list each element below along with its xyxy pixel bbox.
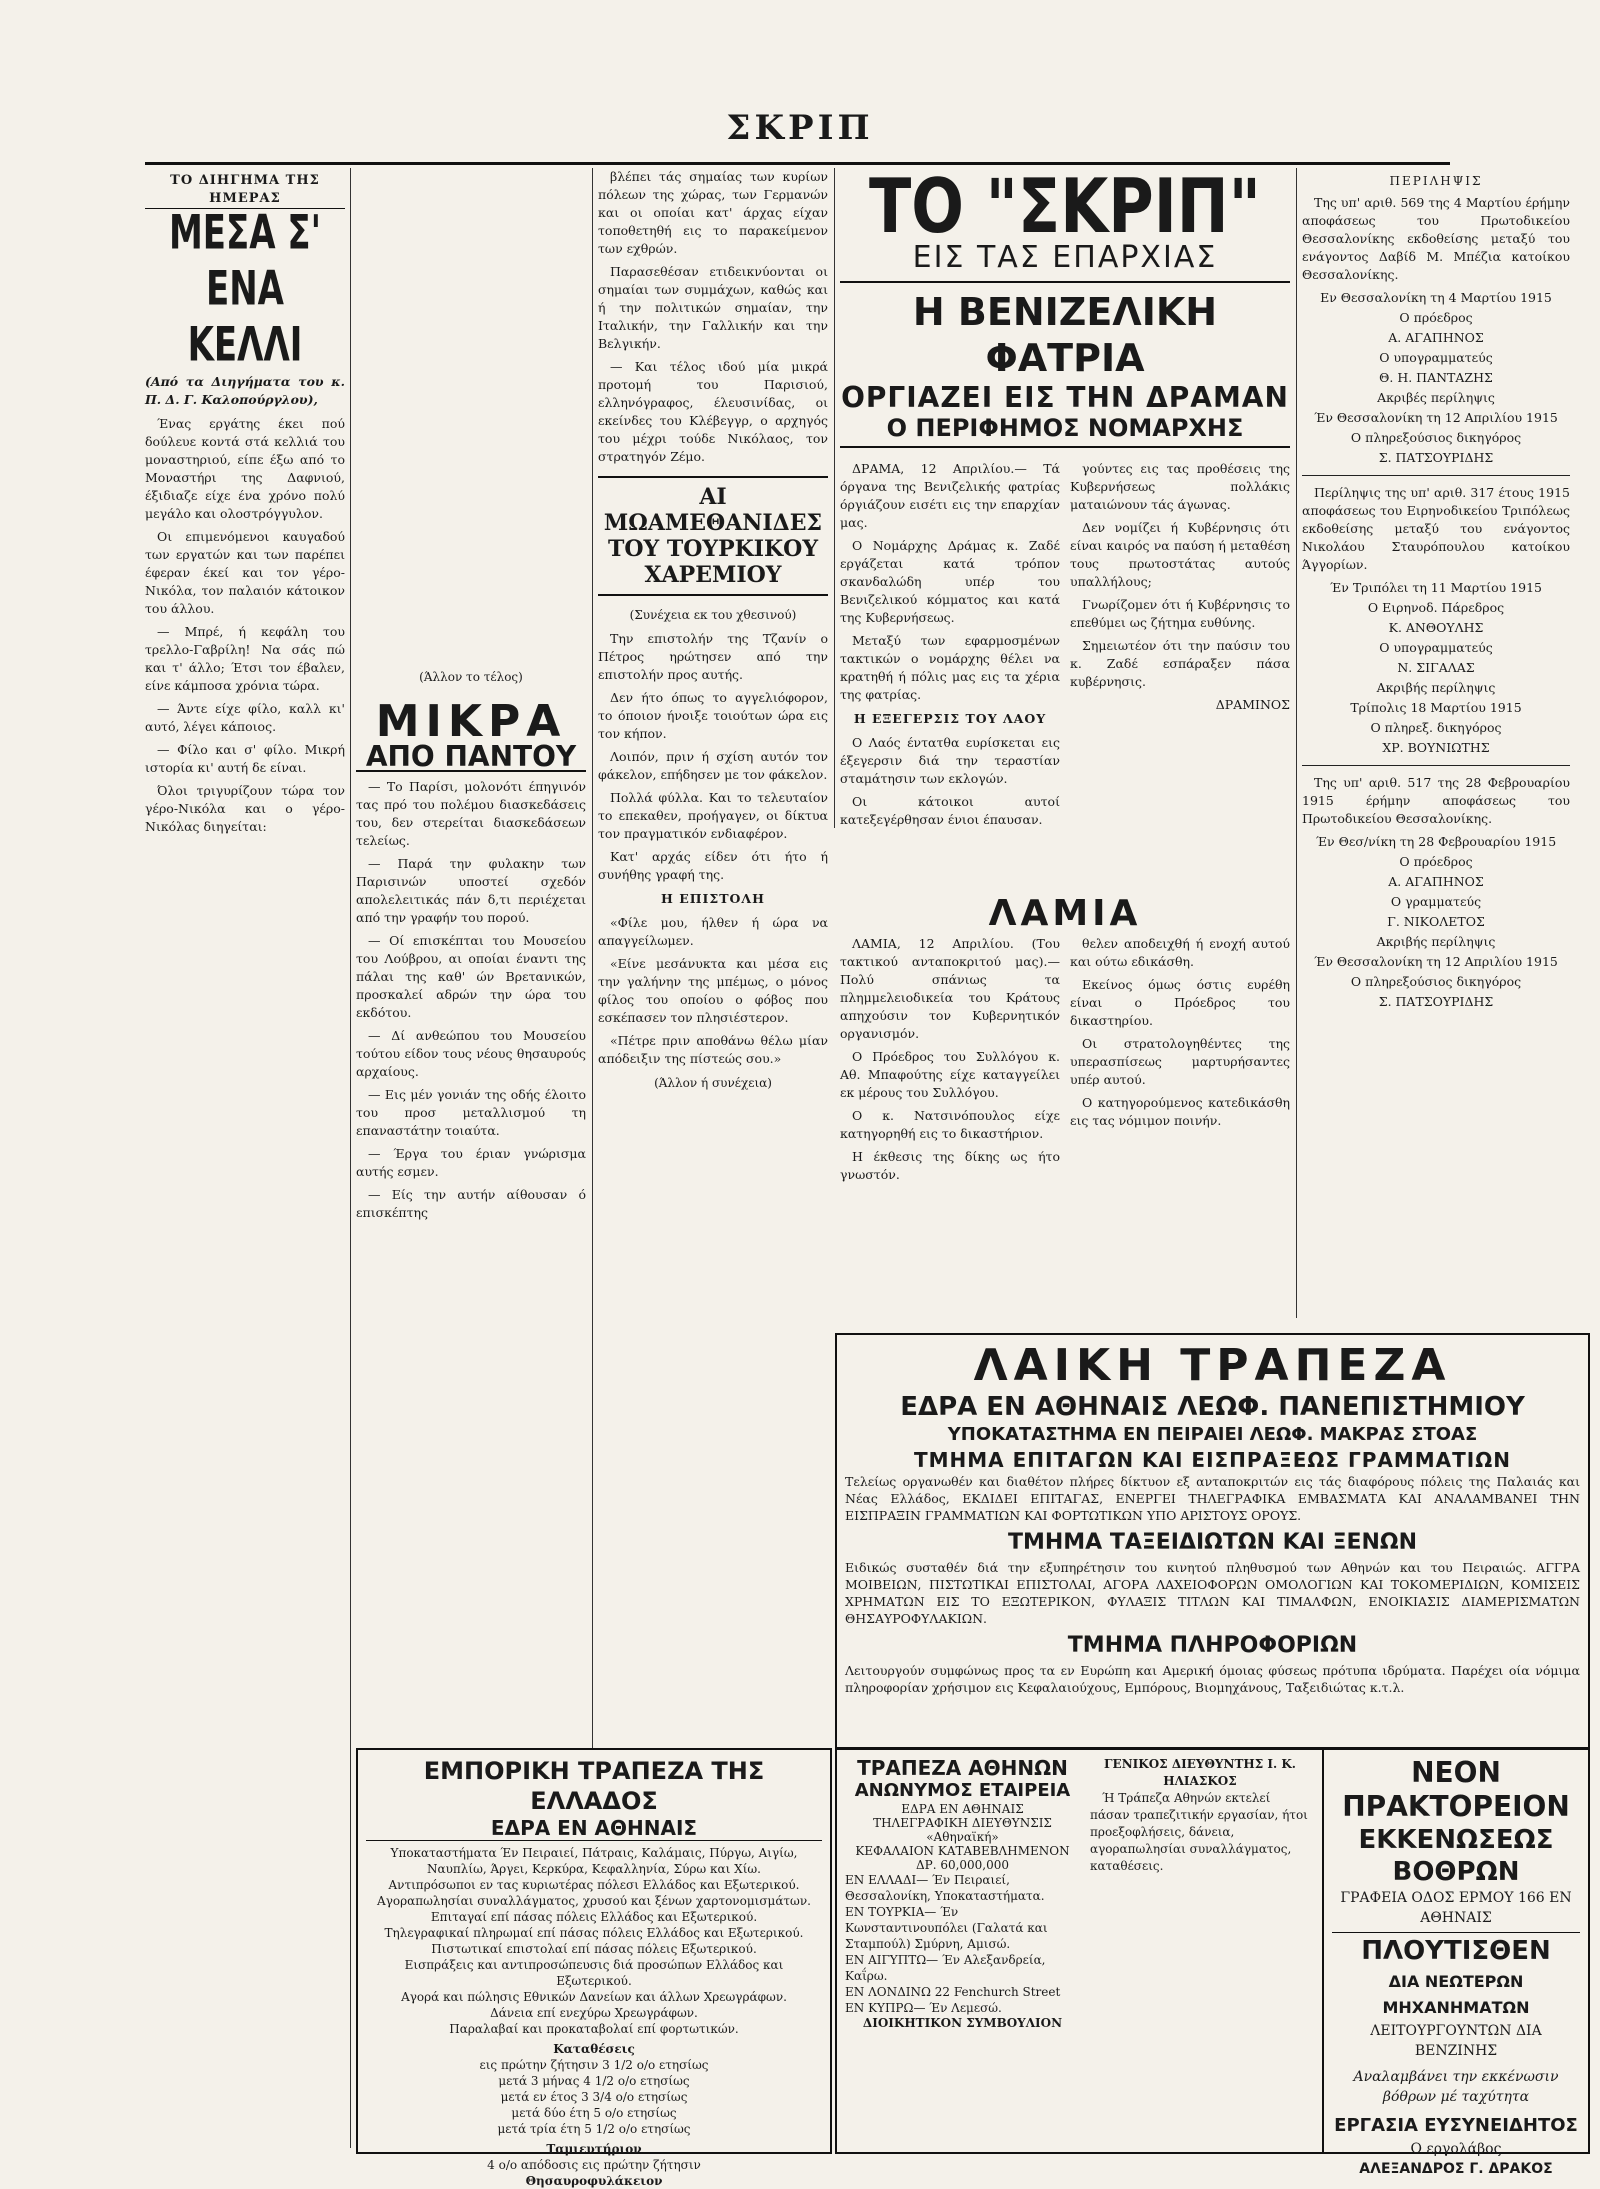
story-paragraph: — Μπρέ, ή κεφάλη του τρελλο-Γαβρίλη! Να σάς πώ και τ' άλλο; Έτσι τον έβαλεν, είνε κάμποσα χρόνια τώρα. xyxy=(145,624,345,693)
ad-laiki-dept-pliroforion: ΤΜΗΜΑ ΠΛΗΡΟΦΟΡΙΩΝ xyxy=(1067,1633,1358,1658)
lamia-paragraph: Ο κ. Νατσινόπουλος είχε κατηγορηθή εις το δικαστήριον. xyxy=(840,1108,1060,1141)
ad-laiki-text-taxeidioton: Ειδικώς συσταθέν διά την εξυπηρέτησιν του κινητού πληθυσμού των Αθηνών και του Πειραιώς. ΑΓΓΡΑ ΜΟΙΒΕΙΩΝ, ΠΙΣΤΩΤΙΚΑΙ ΕΠΙΣΤΟΛΑΙ, ΑΓΟΡΑ ΛΑΧΕΙΟΦΟΡΩΝ ΟΜΟΛΟΓΙΩΝ ΚΑΙ ΤΟΚΟΜΕΡΙΔΙΩΝ, ΚΟΜΙΣΕΙΣ ΧΡΗΜΑΤΩΝ ΕΙΣ ΤΟ ΕΞΩΤΕΡΙΚΟΝ, ΦΥΛΑΞΙΣ ΤΙΤΛΩΝ ΚΑΙ ΤΙΜΑΛΦΩΝ, ΕΝΟΙΚΙΑΣΙΣ ΔΙΑΜΕΡΙΣΜΑΤΩΝ ΘΗΣΑΥΡΟΦΥΛΑΚΙΩΝ. xyxy=(845,1560,1580,1626)
front-paragraph: Μεταξύ των εφαρμοσμένων τακτικών ο νομάρχης θέλει να κρατηθή ή πόλις μας εις τα χέρια της φατρίας. xyxy=(840,633,1060,702)
notice-text: Περίληψις της υπ' αριθ. 317 έτους 1915 αποφάσεως του Ειρηνοδικείου Τριπόλεως εκδοθείσης μεταξύ του ενάγοντος Νικολάου Σταυρόπουλου κατοίκου Άγγορίων. xyxy=(1302,485,1570,572)
lamia-paragraph: Εκείνος όμως όστις ευρέθη είναι ο Πρόεδρος του δικαστηρίου. xyxy=(1070,977,1290,1028)
notice-signature: Κ. ΑΝΘΟΥΛΗΣ xyxy=(1388,620,1484,635)
ad-vothron-line: Ο εργολάβος xyxy=(1410,2141,1502,2157)
front-paragraph: Σημειωτέον ότι την παύσιν του κ. Ζαδέ εσπάραξεν πάσα κυβέρνησις. xyxy=(1070,638,1290,689)
story-byline: (Από τα Διηγήματα του κ. Π. Δ. Γ. Καλοπούργλου), xyxy=(145,374,345,407)
front-signature: ΔΡΑΜΙΝΟΣ xyxy=(1215,697,1290,712)
ad-vothron-line: ΓΡΑΦΕΙΑ ΟΔΟΣ ΕΡΜΟΥ 166 ΕΝ ΑΘΗΝΑΙΣ xyxy=(1332,1888,1580,1933)
column-rule xyxy=(1296,168,1297,1318)
ad-vothron-line: ΛΕΙΤΟΥΡΓΟΥΝΤΩΝ ΔΙΑ ΒΕΝΖΙΝΗΣ xyxy=(1370,2023,1542,2059)
ad-emporiki-rate: μετά δύο έτη 5 ο/ο ετησίως xyxy=(511,2106,677,2120)
brief-item: — Παρά την φυλακην των Παρισινών υποστεί σχεδόν απολελειτικάς πάν δ,τι περιέχεται από την γραφήν του πορού. xyxy=(356,856,586,925)
ad-athinon-capital: ΚΕΦΑΛΑΙΟΝ ΚΑΤΑΒΕΒΛΗΜΕΝΟΝ ΔΡ. 60,000,000 xyxy=(855,1844,1070,1872)
story-paragraph: Όλοι τριγυρίζουν τώρα τον γέρο-Νικόλα και ο γέρο-Νικόλας διηγείται: xyxy=(145,783,345,834)
letter-paragraph: «Φίλε μου, ήλθεν ή ώρα να απαγγείλωμεν. xyxy=(598,915,828,948)
serial-paragraph: Λοιπόν, πριν ή σχίση αυτόν τον φάκελον, επήδησεν με τον φάκελον. xyxy=(598,749,828,782)
ad-emporiki-trapeza xyxy=(356,1748,832,2188)
front-section-head: Η ΕΞΕΓΕΡΣΙΣ ΤΟΥ ΛΑΟΥ xyxy=(853,711,1047,726)
ad-vothron-line: ΠΛΟΥΤΙΣΘΕΝ xyxy=(1361,1936,1551,1966)
ad-athinon-branch: ΕΝ ΕΛΛΑΔΙ— Έν Πειραιεί, Θεσσαλονίκη, Υποκαταστήματα. xyxy=(845,1873,1045,1903)
ad-emporiki-rate: εις πρώτην ζήτησιν 3 1/2 ο/ο ετησίως xyxy=(479,2058,709,2072)
ad-emporiki-line: Τηλεγραφικαί πληρωμαί επί πάσας πόλεις Ελλάδος και Εξωτερικού. xyxy=(384,1926,804,1940)
lamia-paragraph: Οι στρατολογηθέντες της υπερασπίσεως μαρτυρήσαντες υπέρ αυτού. xyxy=(1070,1036,1290,1087)
serial-paragraph: βλέπει τάς σημαίας των κυρίων πόλεων της χώρας, των Γερμανών και οι οποίαι κατ' άρχας είχαν τοποθετηθή εις το παρακείμενον των εχθρών. xyxy=(598,169,828,256)
notice-signature: Έν Θεσσαλονίκη τη 12 Απριλίου 1915 xyxy=(1314,954,1558,969)
ad-laiki-text-epitagon: Τελείως οργανωθέν και διαθέτον πλήρες δίκτυον εξ ανταποκριτών εις τάς διαφόρους πόλεις της Παλαιάς και Νέας Ελλάδος, ΕΚΔΙΔΕΙ ΕΠΙΤΑΓΑΣ, ΕΝΕΡΓΕΙ ΤΗΛΕΓΡΑΦΙΚΑ ΕΜΒΑΣΜΑΤΑ ΚΑΙ ΑΝΑΛΑΜΒΑΝΕΙ ΤΗΝ ΕΙΣΠΡΑΞΙΝ ΓΡΑΜΜΑΤΙΩΝ ΚΑΙ ΦΟΡΤΩΤΙΚΩΝ ΥΠΟ ΑΡΙΣΤΟΥΣ ΟΡΟΥΣ. xyxy=(845,1474,1580,1523)
serial-title: ΑΙ ΜΩΑΜΕΘΑΝΙΔΕΣ ΤΟΥ ΤΟΥΡΚΙΚΟΥ ΧΑΡΕΜΙΟΥ xyxy=(598,476,828,596)
ad-emporiki-line: Πιστωτικαί επιστολαί επί πάσας πόλεις Εξωτερικού. xyxy=(431,1942,757,1956)
notice-signature: Έν Θεσσαλονίκη τη 12 Απριλίου 1915 xyxy=(1314,410,1558,425)
column-rule xyxy=(834,168,835,828)
column-rule xyxy=(350,168,351,2148)
brief-item: — Το Παρίσι, μολονότι έπηγινόν τας πρό του πολέμου διασκεδάσεις του, δεν στερείται διασκεδάσεων τελείως. xyxy=(356,779,586,848)
notice-signature: Ο γραμματεύς xyxy=(1390,894,1482,909)
ad-emporiki-line: Αντιπρόσωποι εν τας κυριωτέρας πόλεσι Ελλάδος και Εξωτερικού. xyxy=(388,1878,800,1892)
story-kicker: ΤΟ ΔΙΗΓΗΜΑ ΤΗΣ ΗΜΕΡΑΣ xyxy=(145,172,345,209)
story-paragraph: Ένας εργάτης έκει πού δούλευε κοντά στά κελλιά του μοναστηριού, είπε έξω από το Μοναστήρι της Δαφνιού, έξιδιαζε είχε ένα χρόνο πολύ μεγάλο και ολοστρόγγυλον. xyxy=(145,416,345,521)
notice-signature: Τρίπολις 18 Μαρτίου 1915 xyxy=(1350,700,1522,715)
notice-signature: Α. ΑΓΑΠΗΝΟΣ xyxy=(1388,330,1484,345)
ad-athinon-branch: ΕΝ ΤΟΥΡΚΙΑ— Έν Κωνσταντινουπόλει (Γαλατά και Σταμπούλ) Σμύρνη, Αμισώ. xyxy=(845,1905,1048,1951)
ad-emporiki-line: Υποκαταστήματα Έν Πειραιεί, Πάτραις, Καλάμαις, Πύργω, Αιγίω, Ναυπλίω, Άργει, Κερκύρα, Κεφαλληνία, Σύρω και Χίω. xyxy=(390,1846,798,1876)
front-paragraph: Ο Νομάρχης Δράμας κ. Ζαδέ εργάζεται κατά τρόπον σκανδαλώδη υπέρ του Βενιζελικού κόμματος και κατά της Κυβερνήσεως. xyxy=(840,538,1060,625)
notice-signature: Έν Θεσ/νίκη τη 28 Φεβρουαρίου 1915 xyxy=(1315,834,1557,849)
ad-emporiki-line: Επιταγαί επί πάσας πόλεις Ελλάδος και Εξωτερικού. xyxy=(430,1910,758,1924)
ad-emporiki-title: ΕΜΠΟΡΙΚΗ ΤΡΑΠΕΖΑ ΤΗΣ ΕΛΛΑΔΟΣ xyxy=(423,1757,765,1815)
lamia-paragraph: ΛΑΜΙΑ, 12 Απριλίου. (Του τακτικού ανταποκριτού μας).— Πολύ σπάνιως τα πλημμελειοδικεία του Κράτους απηχούσιν τον Κυβερνητικόν οργανισμόν. xyxy=(840,936,1060,1041)
notice-signature: Ο πληρεξ. δικηγόρος xyxy=(1370,720,1502,735)
ad-vothron-line: ΑΛΕΞΑΝΔΡΟΣ Γ. ΔΡΑΚΟΣ xyxy=(1359,2161,1553,2177)
section-subtitle: ΑΠΟ ΠΑΝΤΟΥ xyxy=(356,748,586,772)
ad-athinon-cable: ΤΗΛΕΓΡΑΦΙΚΗ ΔΙΕΥΘΥΝΣΙΣ «Αθηναϊκή» xyxy=(873,1816,1052,1844)
ad-emporiki-savings-head: Ταμιευτήριον xyxy=(546,2142,642,2156)
notice-signature: Ο υπογραμματεύς xyxy=(1379,350,1493,365)
ad-vothron-line: ΕΡΓΑΣΙΑ ΕΥΣΥΝΕΙΔΗΤΟΣ xyxy=(1334,2115,1578,2136)
brief-item: — Οί επισκέπται του Μουσείου του Λούβρου, αι οποίαι έναντι της πάλαι της καθ' ών Βρετανικών, προσκαλεί αδρών την ώρα του εκδότου. xyxy=(356,933,586,1020)
notice-divider xyxy=(1302,475,1570,476)
serial-paragraph: — Και τέλος ιδού μία μικρά προτομή του Παρισιού, ελληνόγραφος, έλευσινίδας, οι εκείνδες του Κλέβεγγρ, ο αρχηγός του μέχρι τούδε Νικόλαος, τον στρατηγόν Ζέμο. xyxy=(598,359,828,464)
ad-laiki-hq: ΕΔΡΑ ΕΝ ΑΘΗΝΑΙΣ ΛΕΩΦ. ΠΑΝΕΠΙΣΤΗΜΙΟΥ xyxy=(900,1392,1525,1422)
notice-signature: ΧΡ. ΒΟΥΝΙΩΤΗΣ xyxy=(1382,740,1490,755)
front-paragraph: Γνωρίζομεν ότι ή Κυβέρνησις το επεθύμει ως ζήτημα ευθύνης. xyxy=(1070,597,1290,630)
ad-laiki-dept-epitagon: ΤΜΗΜΑ ΕΠΙΤΑΓΩΝ ΚΑΙ ΕΙΣΠΡΑΞΕΩΣ ΓΡΑΜΜΑΤΙΩΝ xyxy=(914,1448,1511,1472)
notice-signature: Ακριβής περίληψις xyxy=(1376,680,1496,695)
front-subhead-nomarchis: Ο ΠΕΡΙΦΗΜΟΣ ΝΟΜΑΡΧΗΣ xyxy=(840,414,1290,448)
ad-vothron-line: ΝΕΟΝ ΠΡΑΚΤΟΡΕΙΟΝ xyxy=(1342,1756,1570,1823)
serial-continuation: (Συνέχεια εκ του χθεσινού) xyxy=(629,608,797,622)
lamia-paragraph: θελεν αποδειχθή ή ενοχή αυτού και ούτω εδικάσθη. xyxy=(1070,936,1290,969)
letter-paragraph: «Πέτρε πριν αποθάνω θέλω μίαν απόδειξιν της πίστεώς σου.» xyxy=(598,1033,828,1066)
notice-signature: Γ. ΝΙΚΟΛΕΤΟΣ xyxy=(1387,914,1485,929)
notice-signature: Α. ΑΓΑΠΗΝΟΣ xyxy=(1388,874,1484,889)
ad-vothron-line: ΔΙΑ ΝΕΩΤΕΡΩΝ ΜΗΧΑΝΗΜΑΤΩΝ xyxy=(1382,1972,1530,2017)
serial-subhead: Η ΕΠΙΣΤΟΛΗ xyxy=(661,891,765,906)
front-article-right xyxy=(1070,460,1290,880)
notice-signature: Ακριβής περίληψις xyxy=(1376,934,1496,949)
story-paragraph: — Άντε είχε φίλο, καλλ κι' αυτό, λέγει κάποιος. xyxy=(145,701,345,734)
front-paragraph: ΔΡΑΜΑ, 12 Απριλίου.— Τά όργανα της Βενιζελικής φατρίας όργιάζουν εισέτι εις την επαρχίαν μας. xyxy=(840,461,1060,530)
ad-emporiki-rate: μετά εν έτος 3 3/4 ο/ο ετησίως xyxy=(500,2090,688,2104)
ad-athinon-sub: ΑΝΩΝΥΜΟΣ ΕΤΑΙΡΕΙΑ xyxy=(854,1780,1071,1801)
lamia-title: ΛΑΜΙΑ xyxy=(988,893,1142,934)
serial-end-mark: (Άλλον ή συνέχεια) xyxy=(654,1076,772,1090)
brief-item: — Έργα του έριαν γνώρισμα αυτής εσμεν. xyxy=(356,1146,586,1179)
ad-emporiki-rate: μετά τρία έτη 5 1/2 ο/ο ετησίως xyxy=(497,2122,691,2136)
lamia-head-block xyxy=(840,885,1290,942)
ad-athinon-board: ΔΙΟΙΚΗΤΙΚΟΝ ΣΥΜΒΟΥΛΙΟΝ xyxy=(862,2016,1063,2030)
notice-text: Της υπ' αριθ. 569 της 4 Μαρτίου έρήμην αποφάσεως του Πρωτοδικείου Θεσσαλονίκης εκδοθείσης μεταξύ του ενάγοντος Δαβίδ Μ. Μπέζια κατοίκου Θεσσαλονίκης. xyxy=(1302,195,1570,282)
notice-signature: Ο υπογραμματεύς xyxy=(1379,640,1493,655)
notice-text: Της υπ' αριθ. 517 της 28 Φεβρουαρίου 1915 έρήμην αποφάσεως του Πρωτοδικείου Θεσσαλονίκης. xyxy=(1302,775,1570,826)
front-headline-block xyxy=(840,162,1290,454)
lamia-article-right xyxy=(1070,935,1290,1315)
front-subhead-fatria: Η ΒΕΝΙΖΕΛΙΚΗ ΦΑΤΡΙΑ xyxy=(912,290,1218,380)
ad-athinon-hq: ΕΔΡΑ ΕΝ ΑΘΗΝΑΙΣ xyxy=(901,1802,1024,1816)
ad-emporiki-line: Αγοραπωλησίαι συναλλάγματος, χρυσού και ξένων χαρτονομισμάτων. xyxy=(377,1894,811,1908)
brief-item: — Είς την αυτήν αίθουσαν ό επισκέπτης xyxy=(356,1187,586,1220)
serial-paragraph: Δεν ήτο όπως το αγγελιόφορον, το όποιον ήνοιξε τοιούτων ώρα εις τον κήπον. xyxy=(598,690,828,741)
section-title-mikra: ΜΙΚΡΑ xyxy=(375,696,567,747)
notice-signature: Θ. Η. ΠΑΝΤΑΖΗΣ xyxy=(1379,370,1493,385)
newspaper-name: ΣΚΡΙΠ xyxy=(726,108,874,148)
serial-paragraph: Κατ' αρχάς είδεν ότι ήτο ή συνήθης γραφή της. xyxy=(598,849,828,882)
column-story xyxy=(145,168,345,2148)
notice-signature: Ο πληρεξούσιος δικηγόρος xyxy=(1350,974,1522,989)
serial-paragraph: Παρασεθέσαν ετιδεικνύονται οι σημαίαι των συμμάχων, καθώς και ή την πολιτικών σημαίαν, την Ιταλικήν, την Γαλλικήν και την Βελγικήν. xyxy=(598,264,828,351)
notice-signature: Ν. ΣΙΓΑΛΑΣ xyxy=(1397,660,1475,675)
notice-signature: Σ. ΠΑΤΣΟΥΡΙΔΗΣ xyxy=(1378,450,1494,465)
ad-emporiki-line: Αγορά και πώλησις Εθνικών Δανείων και άλλων Χρεωγράφων. xyxy=(401,1990,787,2004)
ad-emporiki-hq: ΕΔΡΑ ΕΝ ΑΘΗΝΑΙΣ xyxy=(366,1816,822,1841)
lamia-paragraph: Ο Πρόεδρος του Συλλόγου κ. Αθ. Μπαφούτης είχε καταγγείλει εκ μέρους του Συλλόγου. xyxy=(840,1049,1060,1100)
notice-signature: Ακριβές περίληψις xyxy=(1377,390,1495,405)
lamia-article-left xyxy=(840,935,1060,1315)
ad-laiki-text-pliroforion: Λειτουργούν συμφώνως προς τα εν Ευρώπη και Αμερική όμοιας φύσεως πρότυπα ιδρύματα. Παρέχει οία νόμιμα πληροφορίαν χρήσιμον εις Κεφαλαιούχους, Εμπόρους, Βιομηχάνους, Ταξειδιώτας κ.τ.λ. xyxy=(845,1663,1580,1695)
front-paragraph: Οι κάτοικοι αυτοί κατεξεγέρθησαν ένιοι έπαυσαν. xyxy=(840,794,1060,827)
ad-trapeza-athinon xyxy=(835,1748,1337,2154)
story-end-mark: (Άλλον το τέλος) xyxy=(419,670,523,684)
ad-emporiki-line: Δάνεια επί ενεχύρω Χρεωγράφων. xyxy=(490,2006,698,2020)
ad-laiki-title: ΛΑΙΚΗ ΤΡΑΠΕΖΑ xyxy=(973,1340,1452,1391)
ad-athinon-title: ΤΡΑΠΕΖΑ ΑΘΗΝΩΝ xyxy=(857,1756,1068,1780)
ad-athinon-branch: ΕΝ ΚΥΠΡΩ— Έν Λεμεσώ. xyxy=(845,2001,1002,2015)
story-paragraph: Οι επιμενόμενοι καυγαδού των εργατών και των παρέπει έφεραν έκεί και τον γέρο-Νικόλα, τον παλαιόν κάτοικον του άλλου. xyxy=(145,529,345,616)
notice-signature: Έν Τριπόλει τη 11 Μαρτίου 1915 xyxy=(1330,580,1542,595)
ad-vothron-line: ΕΚΚΕΝΩΣΕΩΣ ΒΟΘΡΩΝ xyxy=(1358,1825,1554,1887)
notice-divider xyxy=(1302,765,1570,766)
ad-athinon-director: ΓΕΝΙΚΟΣ ΔΙΕΥΘΥΝΤΗΣ Ι. Κ. ΗΛΙΑΣΚΟΣ xyxy=(1104,1757,1296,1788)
front-headline: ΤΟ "ΣΚΡΙΠ" xyxy=(869,162,1261,251)
front-paragraph: Ο Λαός έντατθα ευρίσκεται εις έξεγερσιν διά την τεραστίαν σταμάτησιν των εκλογών. xyxy=(840,735,1060,786)
letter-paragraph: «Είνε μεσάνυκτα και μέσα εις την γαλήνην της μπέμως, ο μόνος φίλος του οποίου ο φόβος που εσκέπασεν τον πλησιέστερον. xyxy=(598,956,828,1025)
notice-signature: Ο πληρεξούσιος δικηγόρος xyxy=(1350,430,1522,445)
front-subhead-dramas: ΟΡΓΙΑΖΕΙ ΕΙΣ ΤΗΝ ΔΡΑΜΑΝ xyxy=(841,381,1289,414)
ad-emporiki-line: Εισπράξεις και αντιπροσώπευσις διά προσώπων Ελλάδος και Εξωτερικού. xyxy=(404,1958,784,1988)
front-subhead-eparchias: ΕΙΣ ΤΑΣ ΕΠΑΡΧΙΑΣ xyxy=(840,240,1290,283)
brief-item: — Δί ανθεώπου του Μουσείου τούτου είδον τους νέους θησαυρούς αρχαίους. xyxy=(356,1028,586,1079)
ad-laiki-dept-taxeidioton: ΤΜΗΜΑ ΤΑΞΕΙΔΙΩΤΩΝ ΚΑΙ ΞΕΝΩΝ xyxy=(1007,1530,1418,1555)
ad-athinon-branch: ΕΝ ΛΟΝΔΙΝΩ 22 Fenchurch Street xyxy=(845,1985,1061,1999)
front-paragraph: Δεν νομίζει ή Κυβέρνησις ότι είναι καιρός να παύση ή μεταθέση τους πρωτοστάτας αυτούς υπαλλήλους; xyxy=(1070,520,1290,589)
notice-signature: Ο πρόεδρος xyxy=(1399,310,1473,325)
story-paragraph: — Φίλο και σ' φίλο. Μικρή ιστορία κι' αυτή δε είναι. xyxy=(145,742,345,775)
column-notices xyxy=(1302,168,1570,1318)
notice-signature: Εν Θεσσαλονίκη τη 4 Μαρτίου 1915 xyxy=(1320,290,1552,305)
notice-signature: Ο πρόεδρος xyxy=(1399,854,1473,869)
masthead xyxy=(0,0,1600,160)
lamia-paragraph: Ο κατηγορούμενος κατεδικάσθη εις τας νόμιμον ποινήν. xyxy=(1070,1095,1290,1128)
front-paragraph: γούντες εις τας προθέσεις της Κυβερνήσεως πολλάκις ματαιώνουν τάς άγωνας. xyxy=(1070,461,1290,512)
ad-emporiki-rate: μετά 3 μήνας 4 1/2 ο/ο ετησίως xyxy=(498,2074,690,2088)
notice-signature: Ο Ειρηνοδ. Πάρεδρος xyxy=(1367,600,1505,615)
ad-emporiki-vault-head: Θησαυροφυλάκειον xyxy=(525,2174,663,2188)
ad-athinon-branch: ΕΝ ΑΙΓΥΠΤΩ— Έν Αλεξανδρεία, Καΐρω. xyxy=(845,1953,1046,1983)
ad-emporiki-line: Παραλαβαί και προκαταβολαί επί φορτωτικών. xyxy=(449,2022,739,2036)
brief-item: — Εις μέν γονιάν της οδής έλοιτο του προσ μεταλλισμού τη επαναστάτην τοιαύτα. xyxy=(356,1087,586,1138)
ad-athinon-text: Ή Τράπεζα Αθηνών εκτελεί πάσαν τραπεζιτικήν εργασίαν, ήτοι προεξοφλήσεις, δάνεια, αγοραπωλησίαι συναλλάγματος, καταθέσεις. xyxy=(1090,1791,1308,1873)
notice-signature: Σ. ΠΑΤΣΟΥΡΙΔΗΣ xyxy=(1378,994,1494,1009)
ad-ekkenosis-vothron xyxy=(1322,1748,1590,2177)
front-article-left xyxy=(840,460,1060,880)
notice-head: ΠΕΡΙΛΗΨΙΣ xyxy=(1389,174,1483,188)
ad-vothron-line: Αναλαμβάνει την εκκένωσιν βόθρων μέ ταχύτητα xyxy=(1353,2069,1559,2105)
lamia-paragraph: Η έκθεσις της δίκης ως ήτο γνωστόν. xyxy=(840,1149,1060,1182)
ad-laiki-trapeza xyxy=(835,1333,1590,1749)
ad-emporiki-deposits-head: Καταθέσεις xyxy=(553,2042,635,2056)
story-title: ΜΕΣΑ Σ' ΕΝΑ ΚΕΛΛΙ xyxy=(168,205,322,373)
ad-laiki-branch: ΥΠΟΚΑΤΑΣΤΗΜΑ ΕΝ ΠΕΙΡΑΙΕΙ ΛΕΩΦ. ΜΑΚΡΑΣ ΣΤΟΑΣ xyxy=(947,1424,1478,1445)
serial-paragraph: Την επιστολήν της Τζανίν ο Πέτρος ηρώτησεν από την επιστολήν προς αυτής. xyxy=(598,631,828,682)
ad-emporiki-savings: 4 ο/ο απόδοσις εις πρώτην ζήτησιν xyxy=(487,2158,701,2172)
serial-paragraph: Πολλά φύλλα. Και το τελευταίον το επεκαθεν, προήγαγεν, οι δίκτυα τον πραγματικόν ενδιαφέρον. xyxy=(598,790,828,841)
